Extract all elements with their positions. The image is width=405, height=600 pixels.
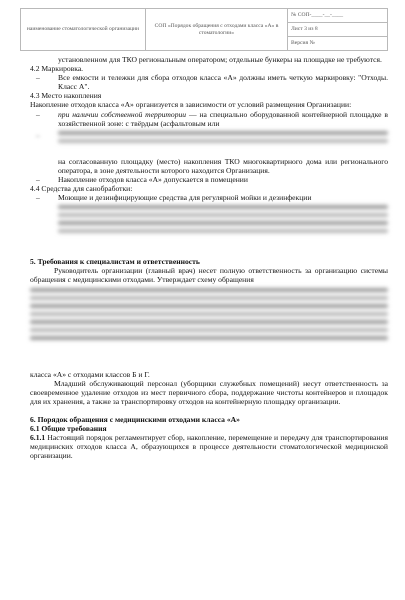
document-body <box>30 55 388 460</box>
clause-number: 6.1.1 <box>30 433 46 443</box>
paragraph: установленном для ТКО региональным оператором; отдельные бункеры на площадке не требуются. <box>58 55 382 64</box>
organization-name-cell: наименование стоматологической организации <box>21 9 146 51</box>
redacted-text <box>30 205 388 257</box>
sop-number-cell: № СОП-____-__-____ <box>288 9 388 23</box>
paragraph: класса «А» с отходами классов Б и Г. <box>30 369 150 379</box>
list-item: – Все емкости и тележки для сбора отходов класса «А» должны иметь четкую маркировку: "Отходы. Класс А". <box>36 73 388 92</box>
dash-bullet-icon: – <box>36 174 40 184</box>
paragraph: Накопление отходов класса «А» организуется в зависимости от условий размещения Организации: <box>30 100 352 110</box>
list-item: – Накопление отходов класса «А» допускается в помещении <box>36 174 248 184</box>
sop-title-cell: СОП «Порядок обращения с отходами класса «А» в стоматологии» <box>146 9 288 51</box>
section-heading-4-2: 4.2 Маркировка. <box>30 64 84 74</box>
list-item: на согласованную площадку (место) накопления ТКО многоквартирного дома или регионального оператора, в зоне деятельности которого находится Организация. <box>58 156 388 175</box>
paragraph: 6.1.1 Настоящий порядок регламентирует сбор, накопление, перемещение и передачу для транспортирования медицинских отходов класса А, образующихся в процессе деятельности стоматологической медицинской организации. <box>30 433 388 461</box>
document-header-table <box>20 8 388 51</box>
paragraph: Младший обслуживающий персонал (уборщики служебных помещений) несут ответственность за своевременное удаление отходов из мест первичного сбора, поддержание чистоты контейнеров и площадок для их хранения, а также за транспортировку отходов на контейнерную площадку организации. <box>30 378 388 406</box>
section-heading-4-4: 4.4 Средства для санобработки: <box>30 184 133 194</box>
section-heading-6: 6. Порядок обращения с медицинскими отходами класса «А» <box>30 414 240 424</box>
section-heading-4-3: 4.3 Место накопления <box>30 91 102 101</box>
dash-bullet-icon: – <box>36 193 40 203</box>
list-item: – Моющие и дезинфицирующие средства для регулярной мойки и дезинфекции <box>36 193 312 203</box>
paragraph: Руководитель организации (главный врач) несет полную ответственность за организацию системы обращения с медицинскими отходами. Утверждает схему обращения <box>30 266 388 285</box>
section-heading-6-1: 6.1 Общие требования <box>30 423 107 433</box>
dash-bullet-icon: – <box>36 109 40 119</box>
list-item: – при наличии собственной территории — на специально оборудованной контейнерной площадке в хозяйственной зоне: с твёрдым (асфальтовым или <box>36 109 389 128</box>
dash-bullet-icon: – <box>36 73 40 83</box>
version-cell: Версия № <box>288 37 388 51</box>
redacted-text: – <box>30 131 388 157</box>
section-heading-5: 5. Требования к специалистам и ответственность <box>30 257 200 267</box>
redacted-text <box>30 288 388 370</box>
sheet-number-cell: Лист 3 из 8 <box>288 23 388 37</box>
